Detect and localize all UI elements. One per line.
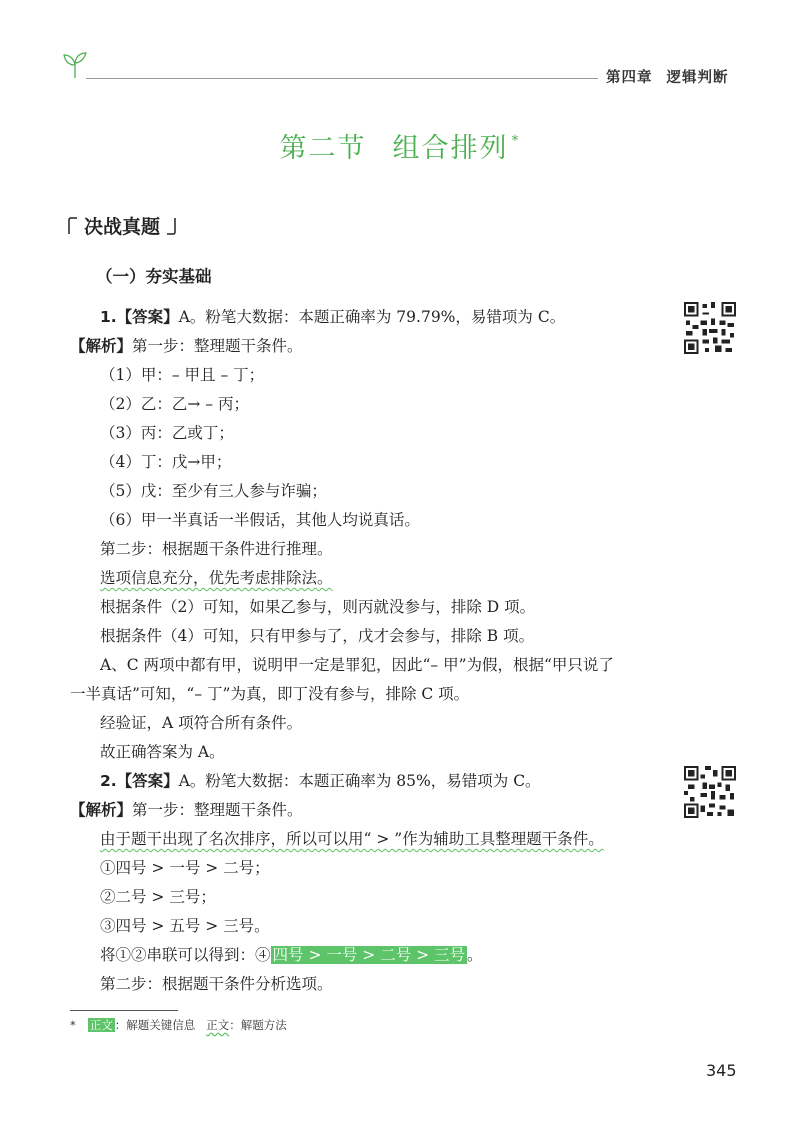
q2-order-3: ③四号 > 五号 > 三号。 (100, 917, 270, 935)
q2-chain-prefix: 将①②串联可以得到：④ (100, 946, 271, 964)
q1-verify: 经验证，A 项符合所有条件。 (100, 714, 303, 732)
qr-code-icon[interactable] (684, 766, 736, 818)
q2-step2: 第二步：根据题干条件分析选项。 (100, 975, 333, 993)
q2-chain-highlight: 四号 > 一号 > 二号 > 三号 (272, 946, 466, 964)
q1-reason-1: 根据条件（2）可知，如果乙参与，则丙就没参与，排除 D 项。 (100, 598, 536, 616)
q2-chain (100, 943, 483, 965)
page-number: 345 (706, 1061, 737, 1080)
footnote (70, 1017, 287, 1033)
q1-condition-4: （4）丁：戊→甲； (100, 453, 232, 471)
sprout-icon (62, 50, 88, 80)
q2-hint-text: 由于题干出现了名次排序，所以可以用“ > ”作为辅助工具整理题干条件。 (100, 830, 604, 848)
q1-hint-text: 选项信息充分，优先考虑排除法。 (100, 569, 333, 587)
left-bracket-icon (68, 217, 78, 235)
section-title (0, 126, 800, 165)
q1-reason-3b: 一半真话”可知，“– 丁”为真，即丁没有参与，排除 C 项。 (70, 685, 470, 703)
q2-hint (100, 827, 604, 849)
q2-jiexi-text: 第一步：整理题干条件。 (132, 801, 303, 819)
q1-hint (100, 566, 333, 588)
q1-condition-5: （5）戊：至少有三人参与诈骗； (100, 482, 327, 500)
header-rule (86, 78, 598, 79)
q2-answer-label: 2.【答案】 (100, 772, 179, 790)
chapter-number: 第四章 (606, 70, 653, 86)
q1-condition-3: （3）丙：乙或丁； (100, 424, 234, 442)
q2-chain-suffix: 。 (467, 946, 483, 964)
chapter-label (606, 66, 729, 87)
q1-answer-label: 1.【答案】 (100, 308, 179, 326)
q1-condition-1: （1）甲：– 甲且 – 丁； (100, 366, 265, 384)
q1-reason-3a: A、C 两项中都有甲，说明甲一定是罪犯，因此“– 甲”为假，根据“甲只说了 (100, 656, 614, 674)
q2-jiexi-line (70, 798, 303, 820)
right-bracket-icon (166, 217, 176, 235)
q2-answer-text: A。粉笔大数据：本题正确率为 85%，易错项为 C。 (178, 772, 541, 790)
qr-code-icon[interactable] (684, 302, 736, 354)
footnote-highlight-sample: 正文 (89, 1018, 113, 1032)
section-mark: * (511, 133, 521, 149)
zhenti-heading (68, 212, 176, 239)
q1-final-answer: 故正确答案为 A。 (100, 743, 225, 761)
q1-condition-2: （2）乙：乙→ – 丙； (100, 395, 249, 413)
zhenti-heading-text: 决战真题 (84, 216, 161, 238)
footnote-rule (70, 1010, 178, 1011)
q1-jiexi-label: 【解析】 (70, 337, 133, 355)
section-name: 组合排列 (392, 133, 509, 164)
q2-order-2: ②二号 > 三号； (100, 888, 216, 906)
footnote-wavy-desc: ：解题方法 (229, 1018, 287, 1032)
chapter-name: 逻辑判断 (666, 70, 729, 86)
footnote-wavy-sample: 正文 (206, 1018, 230, 1032)
q1-answer-text: A。粉笔大数据：本题正确率为 79.79%，易错项为 C。 (178, 308, 566, 326)
page-header (0, 0, 800, 100)
footnote-highlight-desc: ：解题关键信息 (114, 1018, 196, 1032)
footnote-star: * (70, 1018, 76, 1032)
q1-jiexi-line (70, 334, 303, 356)
q2-jiexi-label: 【解析】 (70, 801, 133, 819)
subheading: （一）夯实基础 (96, 267, 212, 286)
q1-reason-2: 根据条件（4）可知，只有甲参与了，戊才会参与，排除 B 项。 (100, 627, 535, 645)
q1-answer-line (100, 305, 565, 327)
q1-condition-6: （6）甲一半真话一半假话，其他人均说真话。 (100, 511, 420, 529)
q2-order-1: ①四号 > 一号 > 二号； (100, 859, 270, 877)
q1-step2: 第二步：根据题干条件进行推理。 (100, 540, 333, 558)
q2-answer-line (100, 769, 541, 791)
section-label: 第二节 (279, 133, 367, 164)
q1-jiexi-text: 第一步：整理题干条件。 (132, 337, 303, 355)
